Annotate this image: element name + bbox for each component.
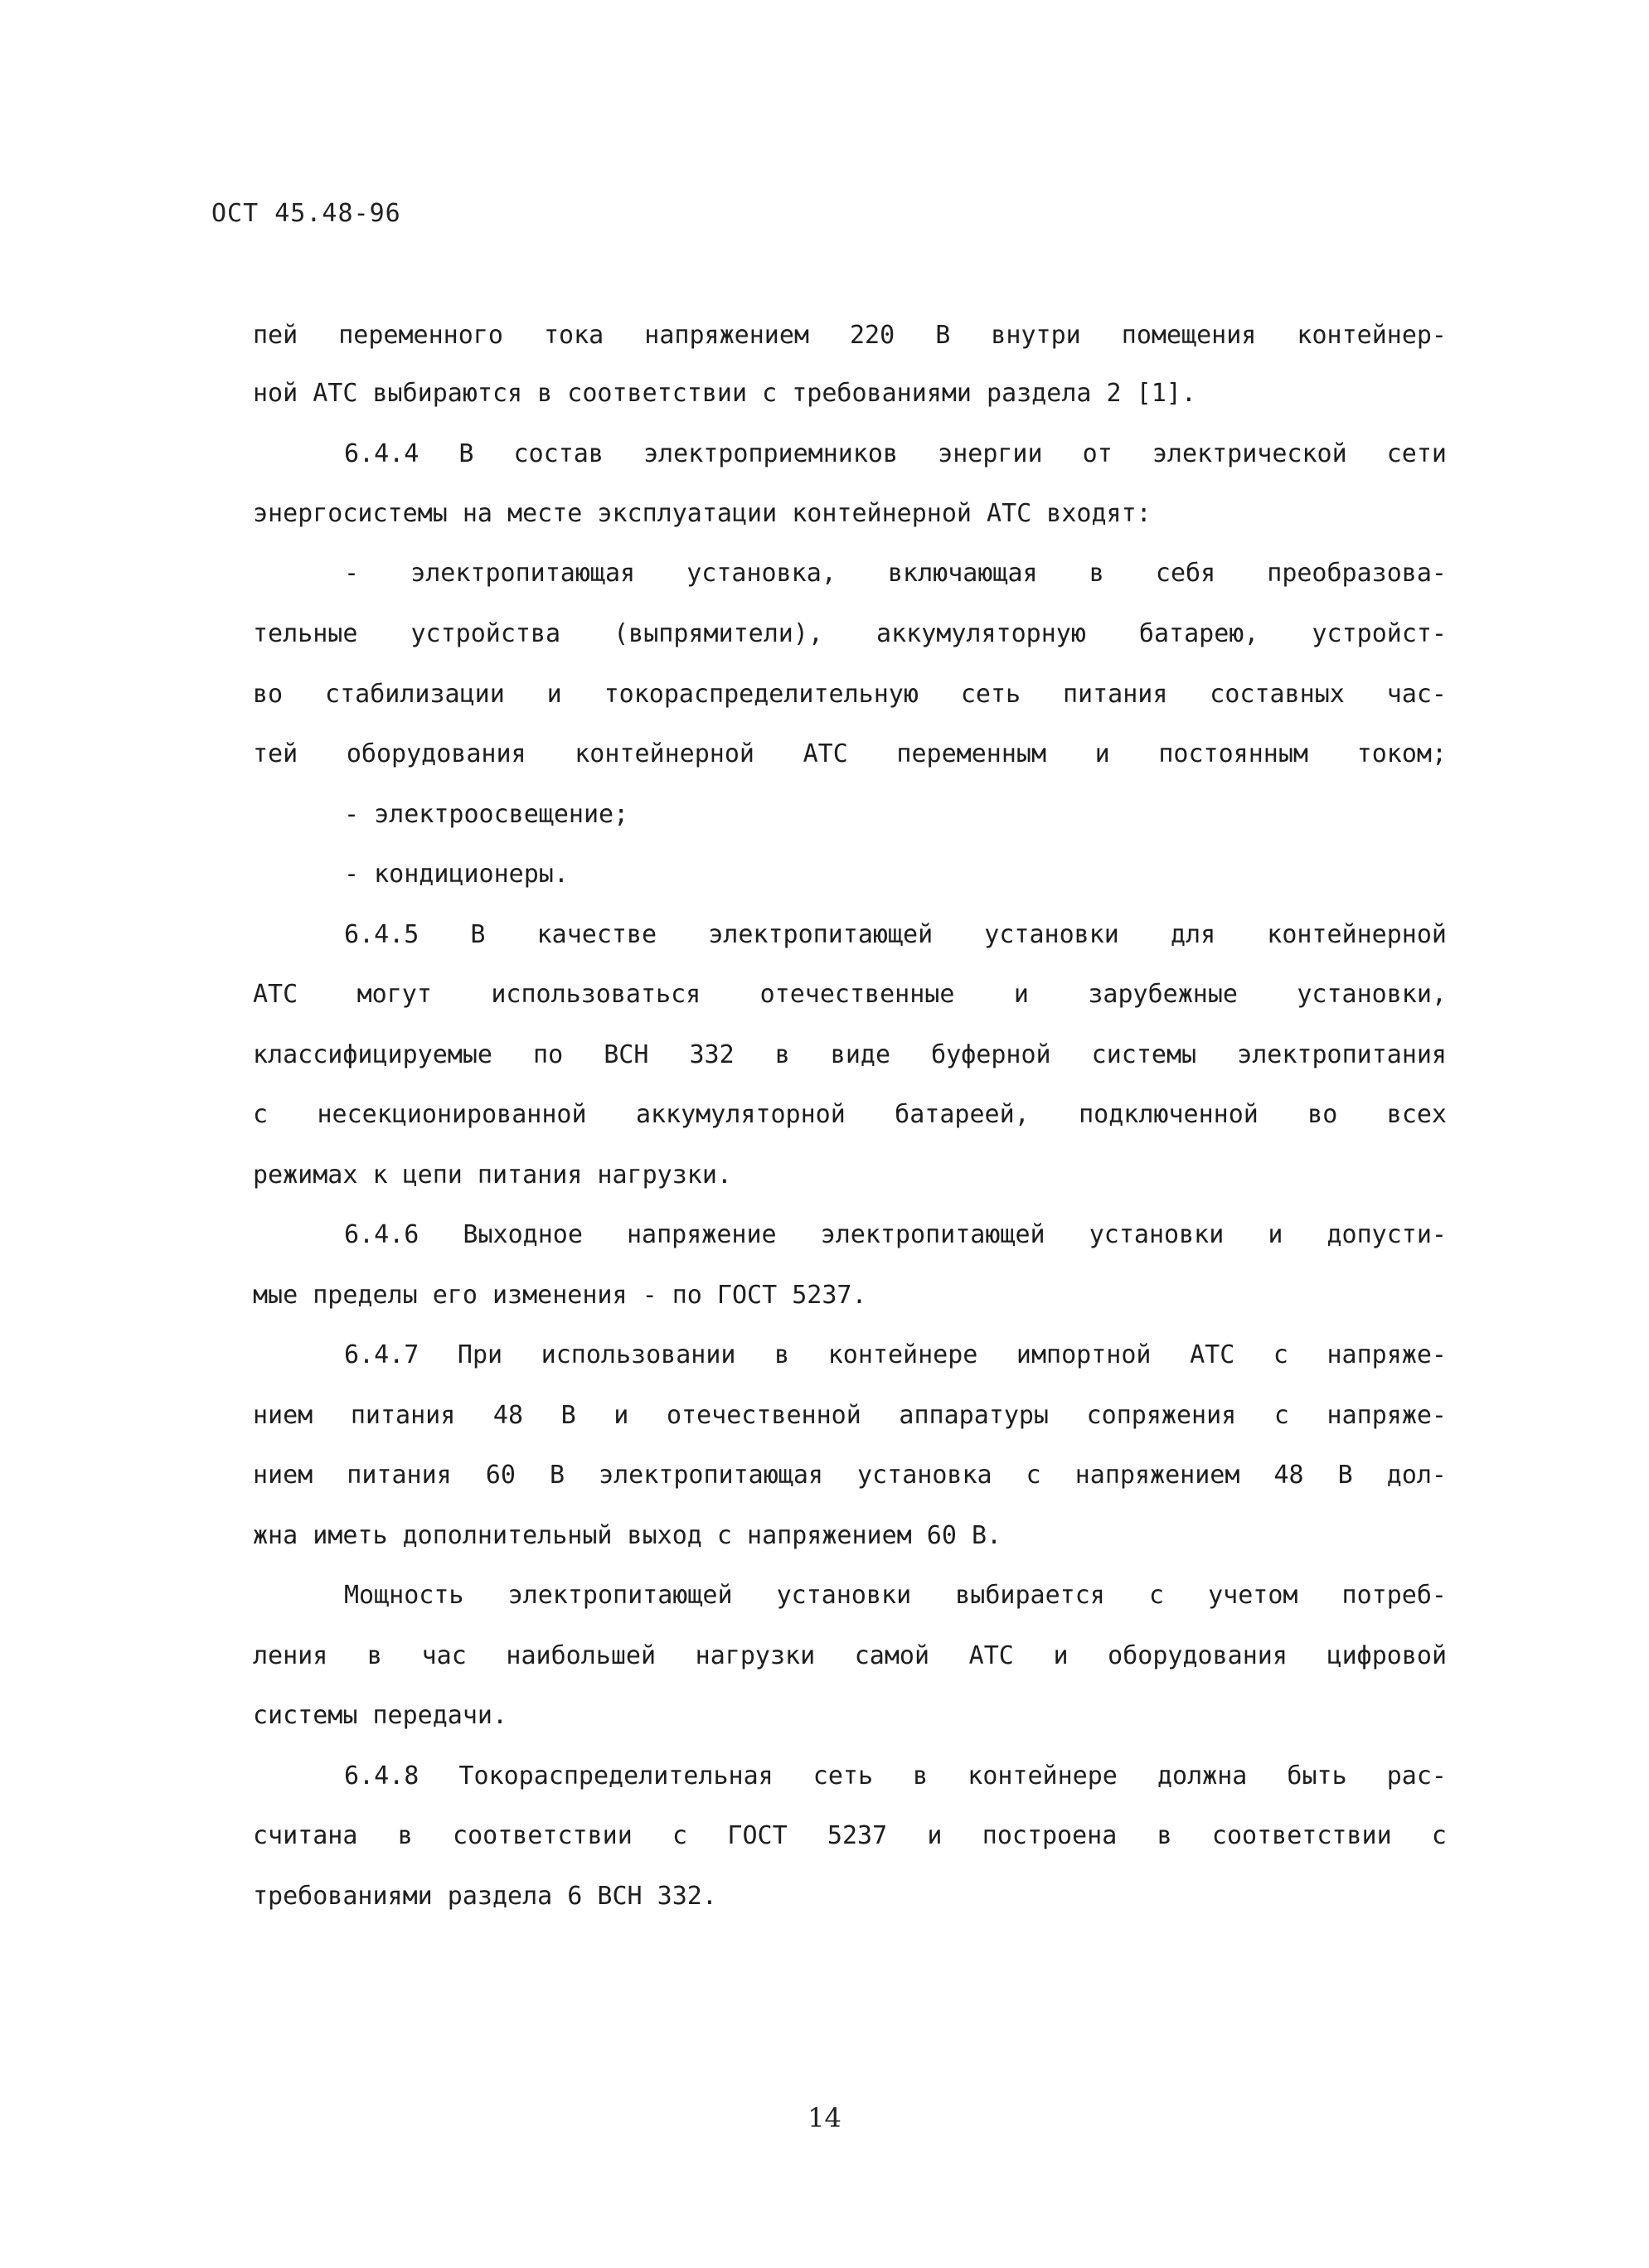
body-line-4: энергосистемы на месте эксплуатации контейнерной АТС входят: (253, 499, 1152, 528)
body-line-1: пей переменного тока напряжением 220 В внутри помещения контейнер- (253, 321, 1447, 350)
body-line-16: 6.4.6 Выходное напряжение электропитающей установки и допусти- (344, 1220, 1447, 1249)
body-line-17: мые пределы его изменения - по ГОСТ 5237. (253, 1281, 867, 1310)
body-line-26: считана в соответствии с ГОСТ 5237 и построена в соответствии с (253, 1821, 1447, 1850)
body-line-21: жна иметь дополнительный выход с напряжением 60 В. (253, 1521, 1002, 1550)
body-line-25: 6.4.8 Токораспределительная сеть в контейнере должна быть рас- (344, 1762, 1447, 1791)
document-code-header: ОСТ 45.48-96 (211, 199, 401, 228)
page-number: 14 (808, 2102, 841, 2134)
body-line-22: Мощность электропитающей установки выбирается с учетом потреб- (344, 1581, 1447, 1610)
body-line-15: режимах к цепи питания нагрузки. (253, 1161, 732, 1190)
body-line-6: тельные устройства (выпрямители), аккумуляторную батарею, устройст- (253, 619, 1447, 648)
body-line-3: 6.4.4 В состав электроприемников энергии от электрической сети (344, 439, 1447, 468)
body-line-19: нием питания 48 В и отечественной аппаратуры сопряжения с напряже- (253, 1401, 1447, 1430)
body-line-23: ления в час наибольшей нагрузки самой АТС и оборудования цифровой (253, 1641, 1447, 1670)
body-line-5: - электропитающая установка, включающая в себя преобразова- (344, 559, 1447, 588)
body-line-24: системы передачи. (253, 1701, 508, 1730)
body-line-13: классифицируемые по ВСН 332 в виде буферной системы электропитания (253, 1040, 1447, 1069)
body-line-8: тей оборудования контейнерной АТС переменным и постоянным током; (253, 739, 1447, 768)
body-line-2: ной АТС выбираются в соответствии с требованиями раздела 2 [1]. (253, 379, 1196, 408)
body-line-10: - кондиционеры. (344, 860, 569, 889)
body-line-12: АТС могут использоваться отечественные и зарубежные установки, (253, 980, 1447, 1009)
body-line-18: 6.4.7 При использовании в контейнере импортной АТС с напряже- (344, 1340, 1447, 1369)
body-line-11: 6.4.5 В качестве электропитающей установки для контейнерной (344, 920, 1447, 949)
body-line-7: во стабилизации и токораспределительную сеть питания составных час- (253, 680, 1447, 709)
body-line-14: с несекционированной аккумуляторной батареей, подключенной во всех (253, 1100, 1447, 1129)
body-line-27: требованиями раздела 6 ВСН 332. (253, 1882, 717, 1911)
body-line-9: - электроосвещение; (344, 800, 629, 829)
body-line-20: нием питания 60 В электропитающая установка с напряжением 48 В дол- (253, 1461, 1447, 1490)
